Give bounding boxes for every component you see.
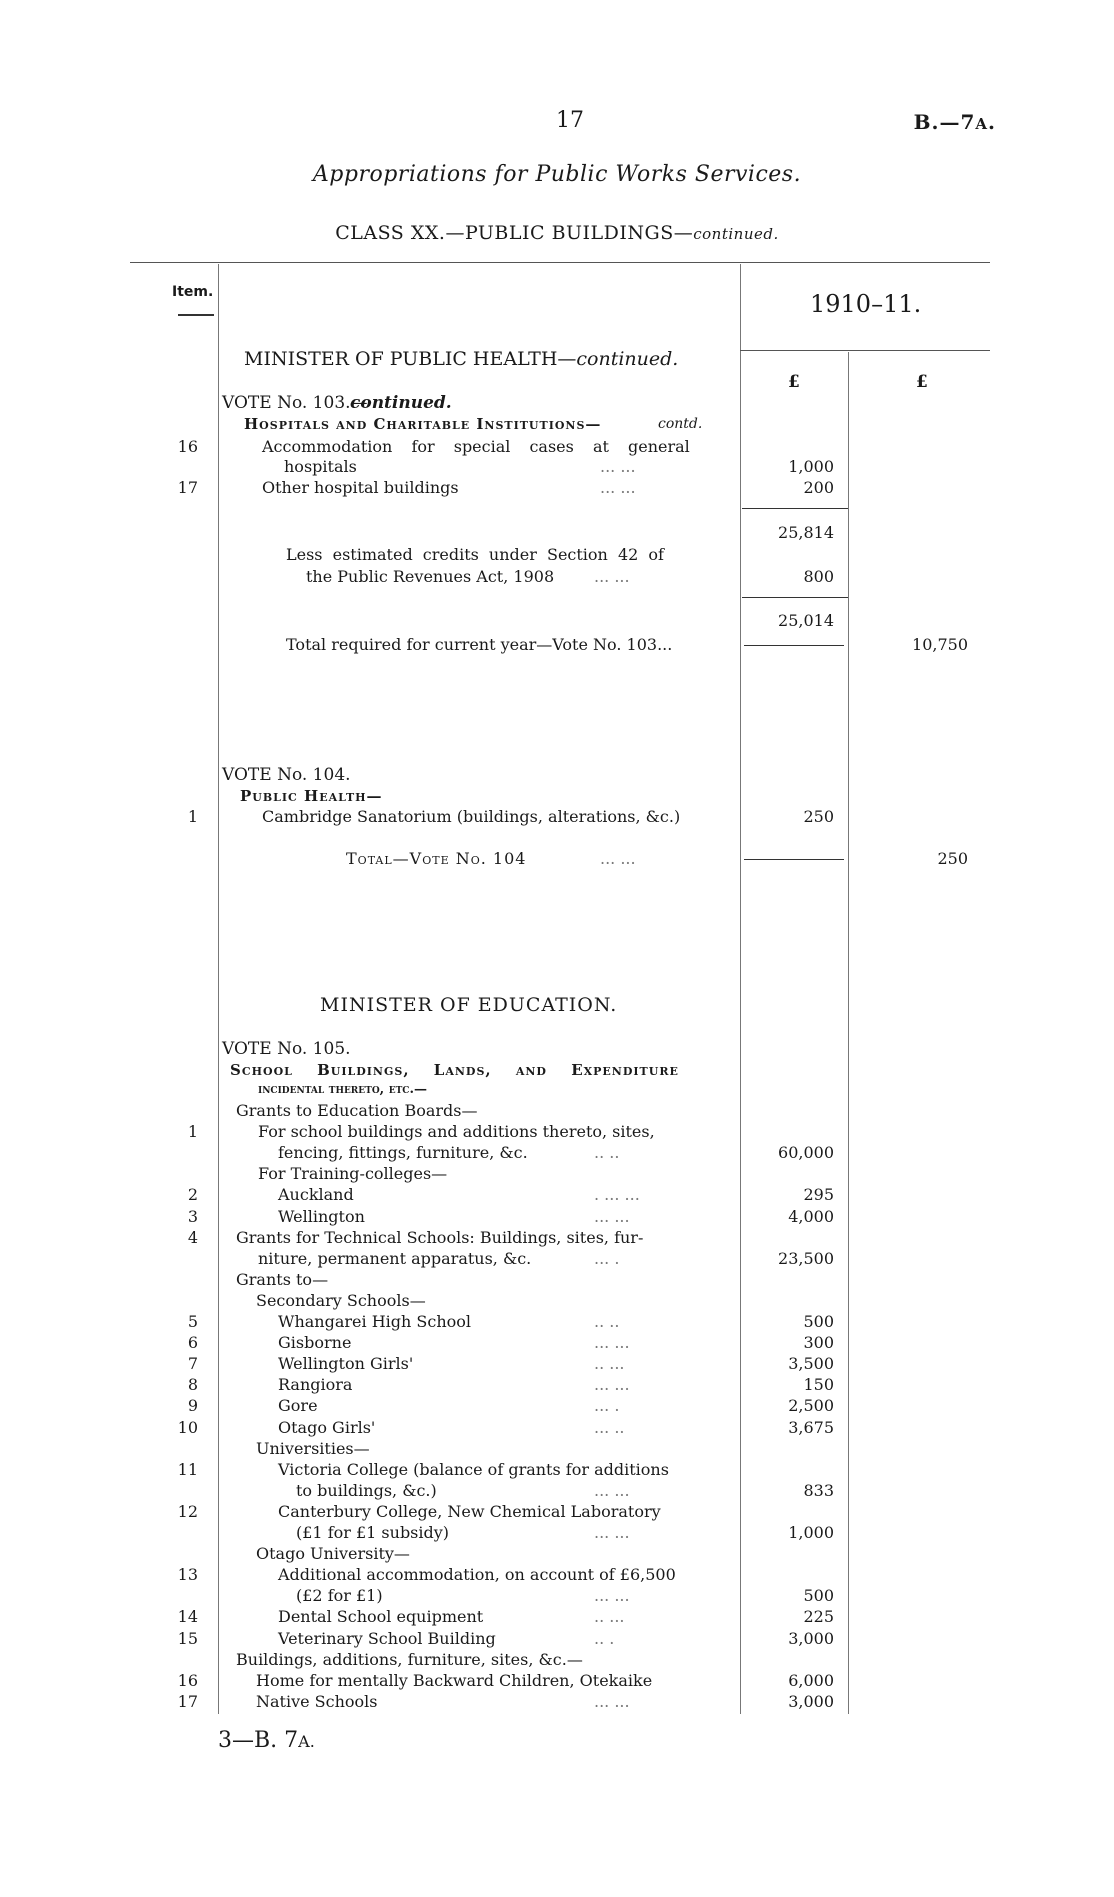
item-number: 9 — [187, 1396, 198, 1415]
item-text: Rangiora — [278, 1375, 353, 1394]
less-credits-row — [0, 566, 1114, 588]
table-row — [0, 806, 1114, 828]
table-row — [0, 1311, 1114, 1333]
table-row — [0, 1100, 1114, 1122]
item-text: Native Schools — [256, 1692, 378, 1711]
item-text: Cambridge Sanatorium (buildings, alterations, &c.) — [262, 807, 681, 826]
item-text: Grants for Technical Schools: Buildings, sites, fur- — [236, 1228, 644, 1247]
item-amount: 300 — [803, 1333, 834, 1352]
item-text: Other hospital buildings — [262, 478, 459, 497]
leader-dots: ... ... — [600, 457, 636, 476]
table-row — [0, 1691, 1114, 1713]
item-number: 14 — [177, 1607, 198, 1626]
vote103-total-label: Total required for current year—Vote No. 103... — [286, 635, 673, 654]
leader-dots: ... ... — [594, 1586, 630, 1605]
item-text: Gisborne — [278, 1333, 352, 1352]
item-text: For Training-colleges— — [258, 1164, 448, 1183]
vote105-label: VOTE No. 105. — [222, 1039, 351, 1059]
school-buildings-heading — [0, 1059, 1114, 1081]
vote103-total-row — [0, 634, 1114, 656]
public-health-label: Public Health— — [240, 787, 383, 805]
less-credits-row — [0, 544, 1114, 566]
leader-dots: .. ... — [594, 1354, 625, 1373]
item-amount: 500 — [803, 1586, 834, 1605]
item-text: to buildings, &c.) — [296, 1481, 437, 1500]
less-credits-amount: 800 — [803, 567, 834, 586]
item-text: Secondary Schools— — [256, 1291, 426, 1310]
item-text: (£2 for £1) — [296, 1586, 383, 1605]
table-row — [0, 1649, 1114, 1671]
item-number: 15 — [177, 1629, 198, 1648]
vote104-heading — [0, 764, 1114, 786]
item-text: Whangarei High School — [278, 1312, 472, 1331]
vote103-total-amount: 10,750 — [912, 635, 968, 654]
less-credits-text-2: the Public Revenues Act, 1908 — [306, 567, 555, 586]
leader-dots: ... . — [594, 1249, 620, 1268]
vote104-total-amount: 250 — [937, 849, 968, 868]
item-amount: 200 — [803, 478, 834, 497]
table-row — [0, 1459, 1114, 1481]
table-row — [0, 1543, 1114, 1565]
leader-dots: ... ... — [594, 567, 630, 586]
year-header-rule — [740, 350, 990, 351]
table-row — [0, 1184, 1114, 1206]
item-amount: 3,000 — [788, 1692, 834, 1711]
item-text: niture, permanent apparatus, &c. — [258, 1249, 532, 1268]
public-health-subheading — [0, 785, 1114, 807]
item-number: 10 — [177, 1418, 198, 1437]
item-number: 13 — [177, 1565, 198, 1584]
net-amount: 25,014 — [778, 611, 834, 630]
item-amount: 500 — [803, 1312, 834, 1331]
table-row — [0, 1395, 1114, 1417]
class-heading — [0, 222, 1114, 244]
page-number: 17 — [556, 108, 584, 133]
page-title: Appropriations for Public Works Services. — [312, 162, 802, 187]
hospitals-subheading — [0, 413, 1114, 435]
leader-dots: ... ... — [594, 1333, 630, 1352]
vote105-heading — [0, 1038, 1114, 1060]
table-row — [0, 1606, 1114, 1628]
item-text: Victoria College (balance of grants for additions — [278, 1460, 669, 1479]
item-number: 6 — [187, 1333, 198, 1352]
subtotal-rule — [742, 508, 848, 509]
table-row — [0, 1163, 1114, 1185]
total-rule — [744, 859, 844, 860]
item-amount: 1,000 — [788, 1523, 834, 1542]
item-number: 17 — [177, 1692, 198, 1711]
table-row — [0, 1501, 1114, 1523]
table-row — [0, 1438, 1114, 1460]
table-row — [0, 1269, 1114, 1291]
item-amount: 1,000 — [788, 457, 834, 476]
table-row — [0, 456, 1114, 478]
class-heading-cont: continued. — [693, 225, 779, 243]
item-amount: 3,675 — [788, 1418, 834, 1437]
table-row — [0, 1353, 1114, 1375]
item-amount: 60,000 — [778, 1143, 834, 1162]
hospitals-subheading-label: Hospitals and Charitable Institutions— — [244, 415, 602, 433]
item-number: 7 — [187, 1354, 198, 1373]
item-number: 8 — [187, 1375, 198, 1394]
education-minister-heading: MINISTER OF EDUCATION. — [320, 994, 618, 1016]
net-row — [0, 610, 1114, 632]
item-text: hospitals — [284, 457, 357, 476]
hospitals-subheading-cont: contd. — [658, 416, 703, 432]
item-number: 3 — [187, 1207, 198, 1226]
footer-signature-main: 3—B. 7 — [218, 1728, 299, 1753]
item-text: Wellington Girls' — [278, 1354, 414, 1373]
document-code-main: B.—7 — [913, 110, 976, 134]
health-minister-cont: continued. — [576, 348, 679, 370]
school-buildings-heading-2: incidental thereto, etc.— — [258, 1082, 427, 1097]
item-amount: 3,500 — [788, 1354, 834, 1373]
item-text: Grants to Education Boards— — [236, 1101, 478, 1120]
table-row — [0, 1206, 1114, 1228]
subtotal-row — [0, 522, 1114, 544]
item-amount: 3,000 — [788, 1629, 834, 1648]
health-minister-heading — [244, 348, 678, 370]
leader-dots: ... .. — [594, 1418, 625, 1437]
item-number: 16 — [177, 1671, 198, 1690]
total-rule — [744, 645, 844, 646]
leader-dots: ... ... — [594, 1692, 630, 1711]
item-text: Grants to— — [236, 1270, 329, 1289]
item-amount: 295 — [803, 1185, 834, 1204]
leader-dots: . ... ... — [594, 1185, 640, 1204]
table-row — [0, 1248, 1114, 1270]
less-credits-text: Less estimated credits under Section 42 of — [286, 545, 664, 564]
item-text: Otago Girls' — [278, 1418, 376, 1437]
table-row — [0, 1417, 1114, 1439]
document-code-suffix: A — [975, 115, 989, 133]
vote104-total-label: Total—Vote No. 104 — [346, 849, 527, 868]
table-row — [0, 477, 1114, 499]
item-column-header: Item. — [172, 284, 214, 300]
table-row — [0, 1564, 1114, 1586]
leader-dots: ... ... — [594, 1481, 630, 1500]
item-text: (£1 for £1 subsidy) — [296, 1523, 450, 1542]
health-minister-label: MINISTER OF PUBLIC HEALTH— — [244, 348, 577, 370]
footer-signature-suffix: A. — [298, 1732, 315, 1751]
table-row — [0, 436, 1114, 458]
item-text: fencing, fittings, furniture, &c. — [278, 1143, 528, 1162]
net-rule — [742, 597, 848, 598]
school-buildings-heading — [0, 1079, 1114, 1101]
item-text: Gore — [278, 1396, 318, 1415]
subtotal-amount: 25,814 — [778, 523, 834, 542]
footer-signature — [218, 1728, 315, 1753]
item-number: 5 — [187, 1312, 198, 1331]
item-text: Buildings, additions, furniture, sites, &c.— — [236, 1650, 583, 1669]
item-number: 1 — [187, 1122, 198, 1141]
item-text: Universities— — [256, 1439, 370, 1458]
table-row — [0, 1374, 1114, 1396]
item-text: Additional accommodation, on account of £6,500 — [278, 1565, 676, 1584]
item-amount: 150 — [803, 1375, 834, 1394]
item-text: Home for mentally Backward Children, Otekaike — [256, 1671, 653, 1690]
leader-dots: ... ... — [600, 478, 636, 497]
item-number: 4 — [187, 1228, 198, 1247]
item-text: Wellington — [278, 1207, 365, 1226]
document-code: B.—7A. — [913, 110, 996, 134]
vote103-heading — [0, 392, 1114, 414]
table-row — [0, 1142, 1114, 1164]
item-number: 11 — [177, 1460, 198, 1479]
table-row — [0, 1628, 1114, 1650]
item-text: Canterbury College, New Chemical Laboratory — [278, 1502, 661, 1521]
item-text: For school buildings and additions thereto, sites, — [258, 1122, 655, 1141]
year-header: 1910–11. — [810, 290, 922, 318]
item-text: Veterinary School Building — [278, 1629, 496, 1648]
vote103-label: VOTE No. 103.— — [222, 393, 368, 413]
item-number: 16 — [177, 437, 198, 456]
item-amount: 4,000 — [788, 1207, 834, 1226]
leader-dots: ... ... — [594, 1207, 630, 1226]
leader-dots: .. .. — [594, 1312, 620, 1331]
item-number: 12 — [177, 1502, 198, 1521]
leader-dots: ... ... — [600, 849, 636, 868]
leader-dots: ... . — [594, 1396, 620, 1415]
item-header-underline — [178, 314, 214, 316]
table-row — [0, 1332, 1114, 1354]
item-number: 17 — [177, 478, 198, 497]
vote104-total-row — [0, 848, 1114, 870]
item-text: Auckland — [278, 1185, 354, 1204]
item-amount: 833 — [803, 1481, 834, 1500]
table-row — [0, 1227, 1114, 1249]
leader-dots: .. . — [594, 1629, 615, 1648]
table-row — [0, 1522, 1114, 1544]
currency-header-amount: £ — [788, 372, 800, 392]
table-row — [0, 1121, 1114, 1143]
item-number: 1 — [187, 807, 198, 826]
item-amount: 2,500 — [788, 1396, 834, 1415]
currency-header-total: £ — [916, 372, 928, 392]
vote104-label: VOTE No. 104. — [222, 765, 351, 785]
item-text: Accommodation for special cases at general — [262, 437, 690, 456]
item-text: Otago University— — [256, 1544, 410, 1563]
item-amount: 250 — [803, 807, 834, 826]
table-row — [0, 1480, 1114, 1502]
leader-dots: ... ... — [594, 1523, 630, 1542]
vote103-cont: continued. — [350, 393, 452, 413]
class-heading-main: CLASS XX.—PUBLIC BUILDINGS— — [335, 222, 694, 244]
school-buildings-heading-1: School Buildings, Lands, and Expenditure — [230, 1061, 679, 1079]
item-amount: 6,000 — [788, 1671, 834, 1690]
item-number: 2 — [187, 1185, 198, 1204]
leader-dots: ... ... — [594, 1375, 630, 1394]
leader-dots: .. ... — [594, 1607, 625, 1626]
item-amount: 225 — [803, 1607, 834, 1626]
item-text: Dental School equipment — [278, 1607, 484, 1626]
header-rule — [130, 262, 990, 263]
table-row — [0, 1290, 1114, 1312]
table-row — [0, 1585, 1114, 1607]
table-row — [0, 1670, 1114, 1692]
item-amount: 23,500 — [778, 1249, 834, 1268]
leader-dots: .. .. — [594, 1143, 620, 1162]
